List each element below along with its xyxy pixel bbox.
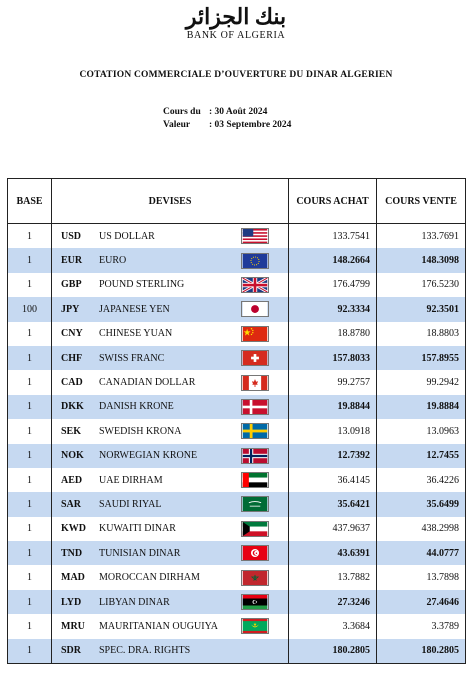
currency-cell: [52, 419, 289, 443]
base-cell: 1: [8, 370, 52, 394]
table-row: [8, 517, 466, 541]
jp-flag-icon: [241, 301, 269, 317]
base-cell: 1: [8, 541, 52, 565]
sa-flag-icon: [241, 496, 269, 512]
currency-name: TUNISIAN DINAR: [99, 547, 181, 559]
currency-name: POUND STERLING: [99, 279, 185, 291]
currency-name: MOROCCAN DIRHAM: [99, 572, 200, 584]
currency-code: NOK: [61, 450, 84, 462]
cours-vente-cell: 99.2942: [377, 370, 466, 394]
table-row: [8, 395, 466, 419]
base-cell: 1: [8, 273, 52, 297]
no-flag-icon: [241, 448, 269, 464]
table-row: [8, 346, 466, 370]
base-cell: 1: [8, 517, 52, 541]
currency-name: LIBYAN DINAR: [99, 596, 170, 608]
table-row: [8, 444, 466, 468]
currency-cell: [52, 492, 289, 516]
currency-name: SPEC. DRA. RIGHTS: [99, 645, 191, 657]
currency-code: TND: [61, 547, 83, 559]
cours-achat-cell: 437.9637: [289, 517, 377, 541]
currency-cell: [52, 370, 289, 394]
mr-flag-icon: [241, 618, 269, 634]
cours-achat-cell: 3.3684: [289, 614, 377, 638]
base-cell: 1: [8, 395, 52, 419]
uk-flag-icon: [241, 277, 269, 293]
currency-name: MAURITANIAN OUGUIYA: [99, 620, 218, 632]
currency-name: CANADIAN DOLLAR: [99, 377, 196, 389]
cours-value: : 30 Août 2024: [209, 107, 268, 117]
currency-code: LYD: [61, 596, 82, 608]
currency-cell: [52, 565, 289, 589]
currency-name: EURO: [99, 255, 127, 267]
valeur-value: : 03 Septembre 2024: [209, 120, 292, 130]
base-cell: 1: [8, 590, 52, 614]
table-header-row: [8, 179, 466, 224]
currency-cell: [52, 395, 289, 419]
valeur-date-line: [163, 119, 291, 132]
table-row: [8, 639, 466, 664]
table-row: [8, 468, 466, 492]
base-cell: 1: [8, 565, 52, 589]
currency-code: MAD: [61, 572, 85, 584]
currency-code: MRU: [61, 620, 85, 632]
base-cell: 1: [8, 224, 52, 249]
table-row: [8, 492, 466, 516]
base-cell: 1: [8, 492, 52, 516]
currency-code: DKK: [61, 401, 84, 413]
base-cell: 1: [8, 614, 52, 638]
table-row: [8, 541, 466, 565]
logo-english-text: BANK OF ALGERIA: [186, 30, 286, 41]
header-devises: DEVISES: [52, 179, 289, 224]
base-cell: 1: [8, 419, 52, 443]
currency-code: AED: [61, 474, 83, 486]
cours-vente-cell: 13.0963: [377, 419, 466, 443]
header-cours-achat: COURS ACHAT: [289, 179, 377, 224]
eu-flag-icon: [241, 253, 269, 269]
header-base: BASE: [8, 179, 52, 224]
currency-cell: [52, 346, 289, 370]
cours-vente-cell: 176.5230: [377, 273, 466, 297]
currency-cell: [52, 322, 289, 346]
se-flag-icon: [241, 423, 269, 439]
currency-name: NORWEGIAN KRONE: [99, 450, 198, 462]
valeur-label: Valeur: [163, 120, 191, 130]
currency-name: DANISH KRONE: [99, 401, 174, 413]
currency-code: USD: [61, 230, 82, 242]
base-cell: 1: [8, 346, 52, 370]
cours-vente-cell: 12.7455: [377, 444, 466, 468]
tn-flag-icon: [241, 545, 269, 561]
currency-name: SAUDI RIYAL: [99, 498, 162, 510]
base-cell: 1: [8, 639, 52, 664]
cours-achat-cell: 27.3246: [289, 590, 377, 614]
currency-cell: [52, 444, 289, 468]
cours-achat-cell: 12.7392: [289, 444, 377, 468]
table-row: [8, 565, 466, 589]
cours-vente-cell: 133.7691: [377, 224, 466, 249]
ma-flag-icon: [241, 570, 269, 586]
cours-achat-cell: 180.2805: [289, 639, 377, 664]
header-cours-vente: COURS VENTE: [377, 179, 466, 224]
base-cell: 1: [8, 468, 52, 492]
base-cell: 1: [8, 322, 52, 346]
dk-flag-icon: [241, 399, 269, 415]
cours-achat-cell: 13.0918: [289, 419, 377, 443]
table-row: [8, 614, 466, 638]
table-row: [8, 297, 466, 321]
currency-code: CNY: [61, 328, 83, 340]
cours-achat-cell: 35.6421: [289, 492, 377, 516]
cours-achat-cell: 36.4145: [289, 468, 377, 492]
base-cell: 1: [8, 248, 52, 272]
currency-code: KWD: [61, 523, 86, 535]
cours-vente-cell: 438.2998: [377, 517, 466, 541]
currency-cell: [52, 517, 289, 541]
ca-flag-icon: [241, 375, 269, 391]
currency-name: CHINESE YUAN: [99, 328, 173, 340]
currency-code: SEK: [61, 425, 82, 437]
cours-achat-cell: 43.6391: [289, 541, 377, 565]
cours-achat-cell: 148.2664: [289, 248, 377, 272]
currency-name: SWEDISH KRONA: [99, 425, 182, 437]
currency-code: CHF: [61, 352, 83, 364]
cours-achat-cell: 99.2757: [289, 370, 377, 394]
cours-achat-cell: 13.7882: [289, 565, 377, 589]
cn-flag-icon: [241, 326, 269, 342]
cours-vente-cell: 18.8803: [377, 322, 466, 346]
table-row: [8, 248, 466, 272]
bank-logo: [0, 4, 472, 41]
currency-code: GBP: [61, 279, 82, 291]
cours-vente-cell: 180.2805: [377, 639, 466, 664]
currency-cell: [52, 541, 289, 565]
cours-achat-cell: 19.8844: [289, 395, 377, 419]
cours-vente-cell: 36.4226: [377, 468, 466, 492]
currency-cell: [52, 468, 289, 492]
currency-name: US DOLLAR: [99, 230, 155, 242]
cours-date-line: [163, 106, 291, 119]
currency-cell: [52, 248, 289, 272]
cours-vente-cell: 19.8884: [377, 395, 466, 419]
ch-flag-icon: [241, 350, 269, 366]
currency-name: SWISS FRANC: [99, 352, 165, 364]
currency-code: EUR: [61, 255, 83, 267]
logo-arabic-text: بنك الجزائر: [185, 4, 287, 29]
currency-cell: [52, 224, 289, 249]
cours-vente-cell: 92.3501: [377, 297, 466, 321]
currency-name: JAPANESE YEN: [99, 303, 170, 315]
currency-name: KUWAITI DINAR: [99, 523, 176, 535]
kw-flag-icon: [241, 521, 269, 537]
exchange-rate-table: [7, 178, 466, 664]
cours-achat-cell: 18.8780: [289, 322, 377, 346]
currency-cell: [52, 639, 289, 664]
cours-vente-cell: 27.4646: [377, 590, 466, 614]
cours-achat-cell: 92.3334: [289, 297, 377, 321]
ae-flag-icon: [241, 472, 269, 488]
currency-code: CAD: [61, 377, 83, 389]
currency-cell: [52, 297, 289, 321]
cours-achat-cell: 157.8033: [289, 346, 377, 370]
cours-vente-cell: 148.3098: [377, 248, 466, 272]
cours-achat-cell: 176.4799: [289, 273, 377, 297]
currency-code: SDR: [61, 645, 82, 657]
table-row: [8, 419, 466, 443]
cours-vente-cell: 157.8955: [377, 346, 466, 370]
table-row: [8, 370, 466, 394]
currency-code: JPY: [61, 303, 80, 315]
cours-vente-cell: 44.0777: [377, 541, 466, 565]
currency-cell: [52, 614, 289, 638]
base-cell: 100: [8, 297, 52, 321]
cours-achat-cell: 133.7541: [289, 224, 377, 249]
table-row: [8, 590, 466, 614]
ly-flag-icon: [241, 594, 269, 610]
cours-vente-cell: 35.6499: [377, 492, 466, 516]
date-block: [163, 106, 291, 132]
us-flag-icon: [241, 228, 269, 244]
table-row: [8, 322, 466, 346]
document-title: COTATION COMMERCIALE D’OUVERTURE DU DINAR ALGERIEN: [79, 70, 393, 80]
base-cell: 1: [8, 444, 52, 468]
currency-code: SAR: [61, 498, 82, 510]
cours-vente-cell: 13.7898: [377, 565, 466, 589]
table-row: [8, 273, 466, 297]
cours-label: Cours du: [163, 107, 201, 117]
currency-cell: [52, 273, 289, 297]
currency-cell: [52, 590, 289, 614]
currency-name: UAE DIRHAM: [99, 474, 163, 486]
table-row: [8, 224, 466, 249]
cours-vente-cell: 3.3789: [377, 614, 466, 638]
